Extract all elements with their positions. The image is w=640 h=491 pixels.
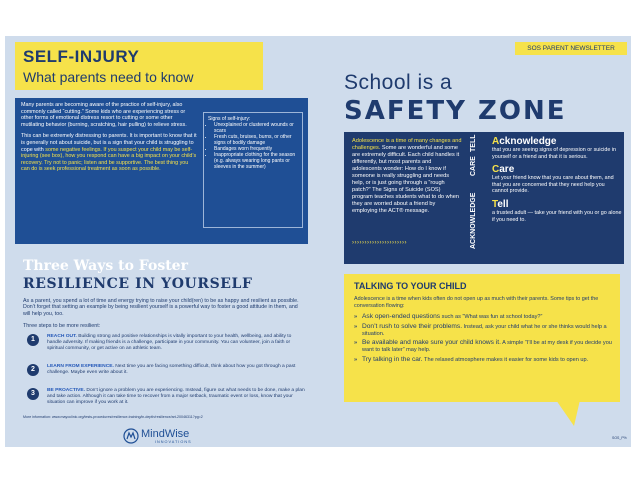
left-page <box>5 36 320 447</box>
signs-list <box>208 122 298 170</box>
steps-label: Three steps to be more resilient: <box>23 323 101 329</box>
newsletter-label: SOS PARENT NEWSLETTER <box>515 42 627 55</box>
step-body: Don’t ignore a problem you are experiencing. Instead, figure out what needs to be done, make a plan and take action. Although it can take time to recover from a major setback, traumatic event or loss, know that your situation can improve if you work at it. <box>47 388 305 405</box>
arrows-divider: ›››››››››››››››››››››› <box>352 240 407 246</box>
step-text <box>47 364 305 376</box>
logo-name: MindWise <box>141 428 190 440</box>
tip-rest: Instead, ask your child what he or she thinks would help a situation. <box>362 323 607 337</box>
resilience-title: RESILIENCE IN YOURSELF <box>23 276 253 292</box>
more-info-link: More information: www.mayoclinic.org/tests-procedures/resilience-training/in-depth/resilience/art-20046311?pg=2 <box>23 415 203 419</box>
tip-rest: A simple “I’ll be at my desk if you decide you want to talk later” may help. <box>362 340 612 354</box>
step-head: REACH OUT. <box>47 334 77 339</box>
mindwise-logo-icon <box>123 428 139 444</box>
tell-cap: T <box>492 198 498 210</box>
acknowledge-rest: cknowledge <box>499 136 557 147</box>
tip-item <box>354 340 612 354</box>
adolescence-body: Some are wonderful and some are extremely difficult. Each child handles it differently, but most parents and adolescents wonder: How do I know if someone is really struggling and needs help, or is just going through a “rough patch?” The Signs of Suicide (SOS) program teaches students what to do when they are worried about a friend by employing the ACT® message. <box>352 145 460 214</box>
act-steps <box>492 136 622 227</box>
talking-box <box>344 274 620 402</box>
step-head: BE PROACTIVE. <box>47 388 86 393</box>
speech-bubble-tail <box>556 400 580 426</box>
signs-item: • Unexplained or clustered wounds or scars <box>214 122 298 134</box>
act-panel <box>344 132 624 264</box>
care-heading <box>492 164 622 175</box>
footer-code: SOS_P% <box>612 436 627 440</box>
school-title-line1: School is a <box>344 71 453 94</box>
adolescence-text <box>352 138 462 215</box>
tip-rest: The relaxed atmosphere makes it easier for some kids to open up. <box>422 356 589 363</box>
tip-item <box>354 324 612 338</box>
care-cap: C <box>492 164 500 176</box>
school-title-line2: SAFETY ZONE <box>344 96 567 126</box>
talking-title: TALKING TO YOUR CHILD <box>354 281 467 291</box>
newsletter-sheet <box>5 36 631 447</box>
intro-paragraph-2 <box>21 133 197 173</box>
self-injury-panel <box>15 98 308 244</box>
acknowledge-text: that you are seeing signs of depression or suicide in yourself or a friend and that it is serious. <box>492 147 617 160</box>
self-injury-subtitle: What parents need to know <box>23 69 194 85</box>
signs-box <box>203 112 303 228</box>
tip-item <box>354 314 612 321</box>
intro-paragraph-2b: some negative feelings. If you suspect your child may be self-injuring (see box), how you respond can have a big impact on your child’s recovery. Try not to panic; listen and be supportive. The best thing you can do is seek professional treatment as soon as possible. <box>21 146 197 173</box>
act-word-care: CARE <box>470 156 477 176</box>
signs-title: Signs of self-injury: <box>208 116 251 122</box>
tip-item <box>354 357 612 364</box>
intro-paragraph-2a: This can be extremely distressing to parents. It is important to know that it is generally not about suicide, but is a sign that your child is struggling to cope with <box>21 133 197 153</box>
signs-item: • Fresh cuts, bruises, burns, or other signs of bodily damage <box>214 134 298 146</box>
step-text <box>47 388 305 406</box>
tip-strong: Don’t rush to solve their problems. <box>362 322 463 330</box>
tell-text: a trusted adult — take your friend with you or go alone if you need to. <box>492 209 622 223</box>
care-text: Let your friend know that you care about them, and that you are concerned that they need help you cannot provide. <box>492 175 614 195</box>
signs-item: • Inappropriate clothing for the season (e.g. always wearing long pants or sleeves in the summer) <box>214 152 298 170</box>
signs-item: • Bandages worn frequently <box>214 146 298 152</box>
tip-strong: Try talking in the car. <box>362 355 423 363</box>
mindwise-logo <box>123 428 233 444</box>
logo-tagline: INNOVATIONS <box>155 440 192 444</box>
intro-paragraph-1: Many parents are becoming aware of the practice of self-injury, also commonly called “cutting.” Some kids who are experiencing stress or other forms of emotional distress resort to cutting or some other mutilating behavior (burning, scratching, hair pulling) to relieve stress. <box>21 102 187 128</box>
right-page <box>320 36 631 447</box>
three-ways-title: Three Ways to Foster <box>23 258 188 274</box>
tell-rest: ell <box>497 198 509 210</box>
step-body: Next time you are facing something difficult, think about how you got through a past challenge. Maybe even write about it. <box>47 364 296 375</box>
act-vertical-labels <box>470 134 486 262</box>
tip-strong: Ask open-ended questions <box>362 313 441 320</box>
talking-intro: Adolescence is a time when kids often do not open up as much with their parents. Some tips to get the conversation flowing: <box>354 296 599 309</box>
adolescence-lead: Adolescence is a time of many changes and challenges. <box>352 138 462 151</box>
acknowledge-heading <box>492 136 622 147</box>
act-word-tell: TELL <box>470 134 477 152</box>
step-number: 1 <box>27 334 39 346</box>
step-text <box>47 334 305 352</box>
step-body: Building strong and positive relationships is vitally important to your health, wellbeing, and ability to handle adversity. If making friends is a challenge, participate in your community. You can volunteer, join a faith or spiritual community, or get active on an athletic team. <box>47 334 292 351</box>
tip-strong: Be available and make sure your child knows it. <box>362 339 501 347</box>
self-injury-title-box <box>15 42 263 90</box>
care-rest: are <box>499 164 515 176</box>
talking-tips <box>354 314 612 367</box>
acknowledge-cap: A <box>492 136 500 147</box>
act-word-acknowledge: ACKNOWLEDGE <box>470 192 477 250</box>
tell-heading <box>492 199 622 210</box>
step-head: LEARN FROM EXPERIENCE. <box>47 364 114 369</box>
self-injury-title: SELF-INJURY <box>23 47 140 66</box>
self-injury-intro <box>21 102 197 178</box>
step-number: 3 <box>27 388 39 400</box>
tip-rest: such as “What was fun at school today?” <box>440 314 543 320</box>
step-number: 2 <box>27 364 39 376</box>
resilience-intro: As a parent, you spend a lot of time and energy trying to raise your child(ren) to be as happy and resilient as possible. Don’t forget that setting an example by being resilient yourself is a powerful way to foster a good attitude in them, and will help you, too. <box>23 298 299 317</box>
